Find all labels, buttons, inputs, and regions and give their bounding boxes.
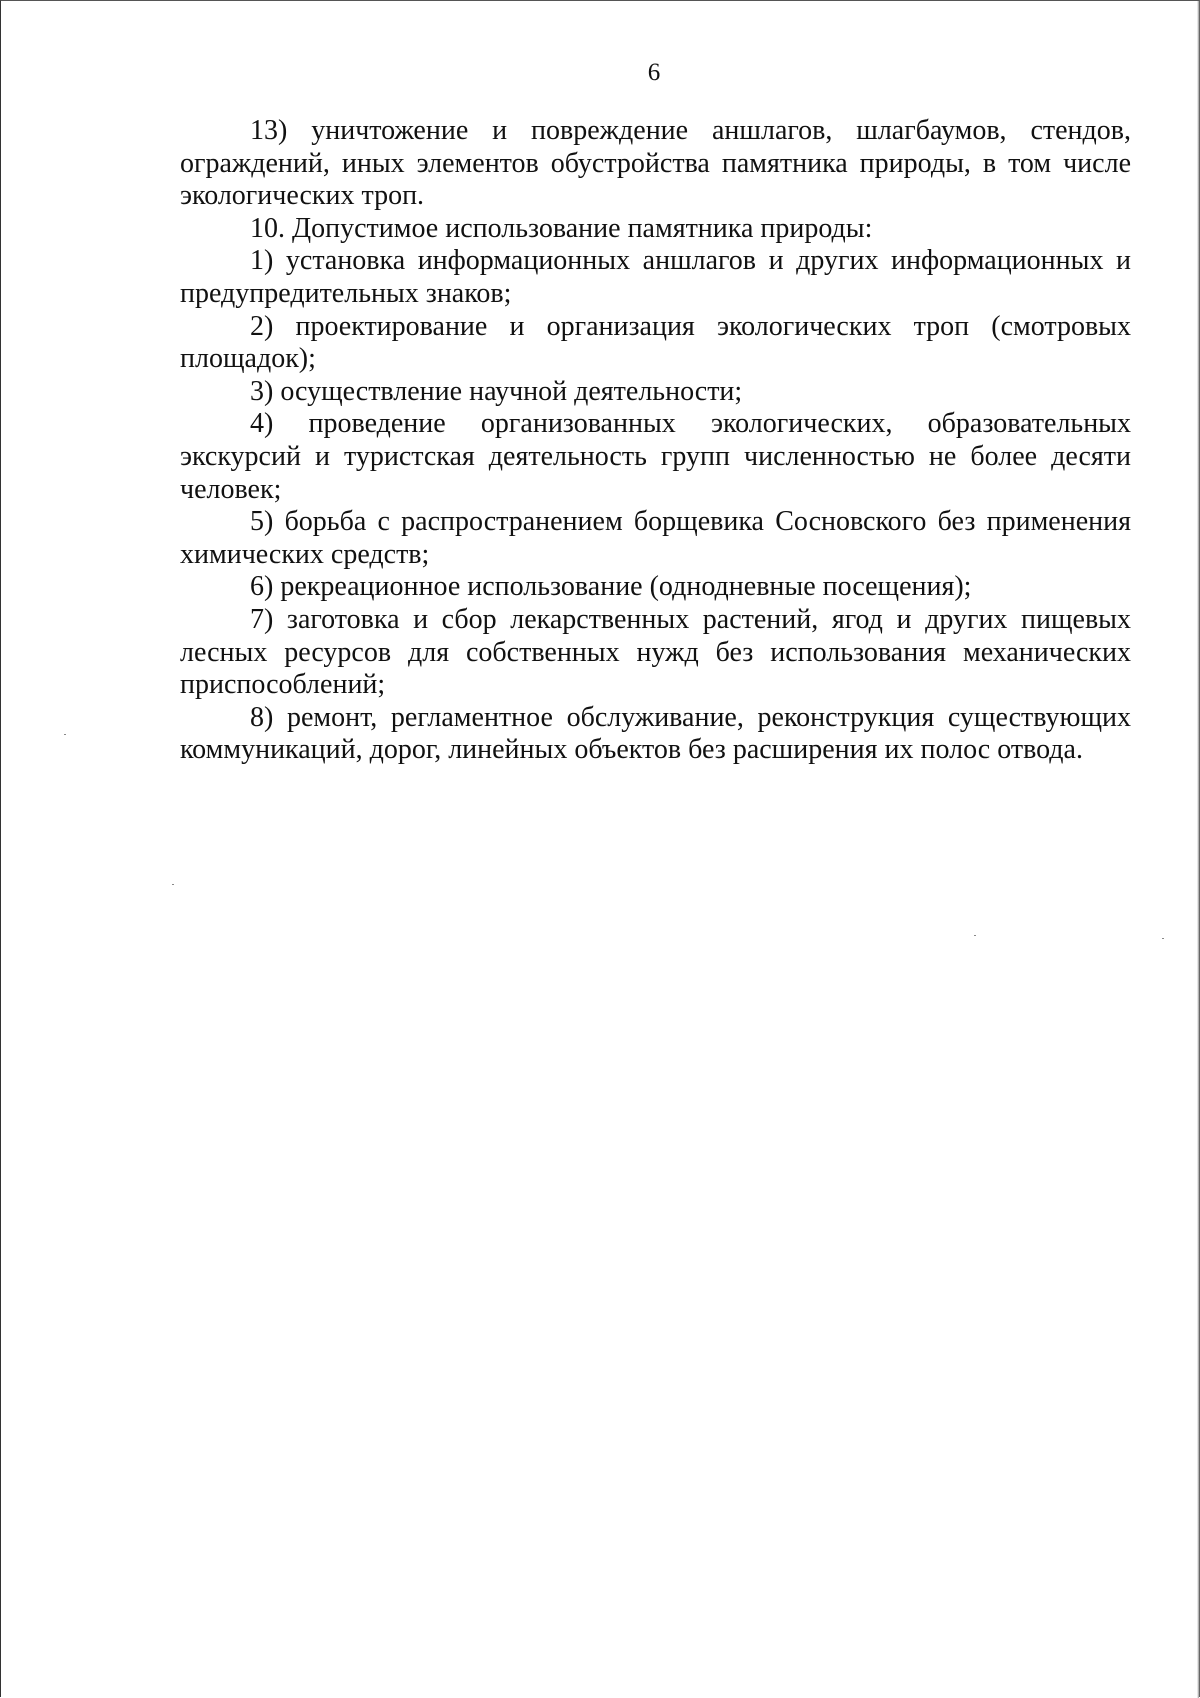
scan-speck <box>172 884 174 885</box>
list-item-7-allowed: 7) заготовка и сбор лекарственных растений, ягод и других пищевых лесных ресурсов для собственных нужд без использования механических приспособлений; <box>180 603 1131 701</box>
list-item-13-prohibited: 13) уничтожение и повреждение аншлагов, шлагбаумов, стендов, ограждений, иных элементов обустройства памятника природы, в том числе экологических троп. <box>180 115 1131 212</box>
page-number: 6 <box>647 59 661 86</box>
scan-speck <box>974 935 976 936</box>
section-10-heading: 10. Допустимое использование памятника природы: <box>250 212 873 244</box>
list-item-1-allowed: 1) установка информационных аншлагов и других информационных и предупредительных знаков; <box>180 245 1131 309</box>
list-item-4-allowed: 4) проведение организованных экологических, образовательных экскурсий и туристская деятельность групп численностью не более десяти человек; <box>180 408 1131 505</box>
list-item-3-allowed: 3) осуществление научной деятельности; <box>250 375 743 407</box>
list-item-8-allowed: 8) ремонт, регламентное обслуживание, реконструкция существующих коммуникаций, дорог, линейных объектов без расширения их полос отвода. <box>180 701 1131 766</box>
list-item-5-allowed: 5) борьба с распространением борщевика Сосновского без применения химических средств; <box>180 506 1131 570</box>
scan-edge <box>1197 1 1199 1698</box>
scan-speck <box>1162 938 1164 939</box>
document-body <box>180 115 1131 767</box>
scan-speck <box>64 734 66 735</box>
list-item-6-allowed: 6) рекреационное использование (однодневные посещения); <box>250 571 972 603</box>
list-item-2-allowed: 2) проектирование и организация экологических троп (смотровых площадок); <box>180 310 1131 375</box>
